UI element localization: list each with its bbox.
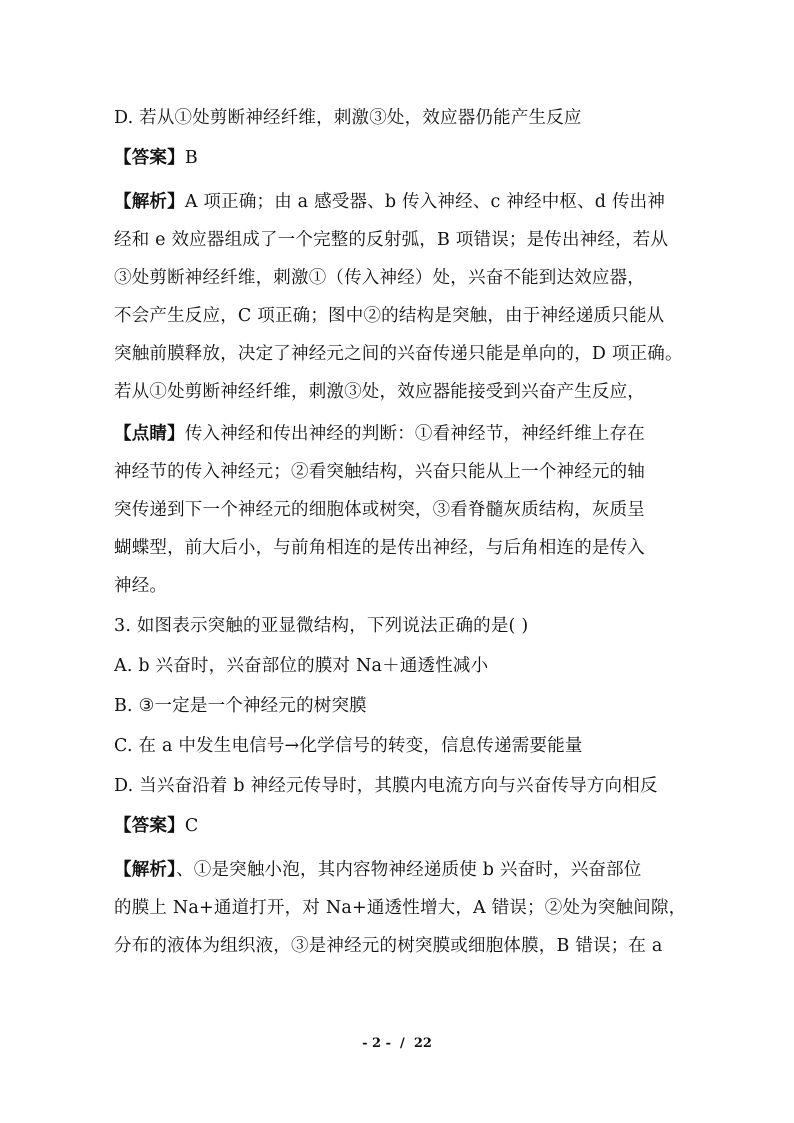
text-line: 蝴蝶型，前大后小，与前角相连的是传出神经，与后角相连的是传入 <box>114 538 645 558</box>
text-line: 突传递到下一个神经元的细胞体或树突，③看脊髓灰质结构，灰质呈 <box>114 500 645 520</box>
tip-line: 【点睛】传入神经和传出神经的判断：①看神经节，神经纤维上存在 <box>114 424 646 444</box>
answer-line-q2: 【答案】B <box>114 148 198 168</box>
text-line: 分布的液体为组织液，③是神经元的树突膜或细胞体膜，B 错误；在 a <box>114 936 663 956</box>
text-line: 若从①处剪断神经纤维，刺激③处，效应器能接受到兴奋产生反应， <box>114 382 645 402</box>
answer-label: 【答案】 <box>114 816 185 836</box>
text-line: ③处剪断神经纤维，刺激①（传入神经）处，兴奋不能到达效应器， <box>114 268 645 288</box>
answer-line-q3: 【答案】C <box>114 816 199 836</box>
analysis-label: 【解析】 <box>114 192 185 212</box>
option-a-q3: A. b 兴奋时，兴奋部位的膜对 Na＋通透性减小 <box>114 656 489 676</box>
tip-label: 【点睛】 <box>114 424 185 444</box>
text-line: 的膜上 Na+通道打开，对 Na+通透性增大，A 错误；②处为突触间隙， <box>114 898 687 918</box>
page-number: - 2 - / 22 <box>362 1036 432 1051</box>
question-3-stem: 3. 如图表示突触的亚显微结构，下列说法正确的是( ) <box>114 616 529 636</box>
analysis-line: 【解析】A 项正确；由 a 感受器、b 传入神经、c 神经中枢、d 传出神 <box>114 192 666 212</box>
option-c-q3: C. 在 a 中发生电信号→化学信号的转变，信息传递需要能量 <box>114 736 583 756</box>
option-d-q2: D. 若从①处剪断神经纤维，刺激③处，效应器仍能产生反应 <box>114 108 582 128</box>
answer-label: 【答案】 <box>114 148 185 168</box>
option-d-q3: D. 当兴奋沿着 b 神经元传导时，其膜内电流方向与兴奋传导方向相反 <box>114 776 658 796</box>
text-line: 神经。 <box>114 576 168 596</box>
text-line: 突触前膜释放，决定了神经元之间的兴奋传递只能是单向的，D 项正确。 <box>114 344 683 364</box>
text-line: 神经节的传入神经元；②看突触结构，兴奋只能从上一个神经元的轴 <box>114 462 645 482</box>
analysis-line: 【解析】、①是突触小泡，其内容物神经递质使 b 兴奋时，兴奋部位 <box>114 860 642 880</box>
analysis-label: 【解析】 <box>114 860 177 880</box>
option-b-q3: B. ③一定是一个神经元的树突膜 <box>114 696 367 716</box>
text-line: 不会产生反应，C 项正确；图中②的结构是突触，由于神经递质只能从 <box>114 306 665 326</box>
text-line: 经和 e 效应器组成了一个完整的反射弧，B 项错误；是传出神经，若从 <box>114 230 669 250</box>
